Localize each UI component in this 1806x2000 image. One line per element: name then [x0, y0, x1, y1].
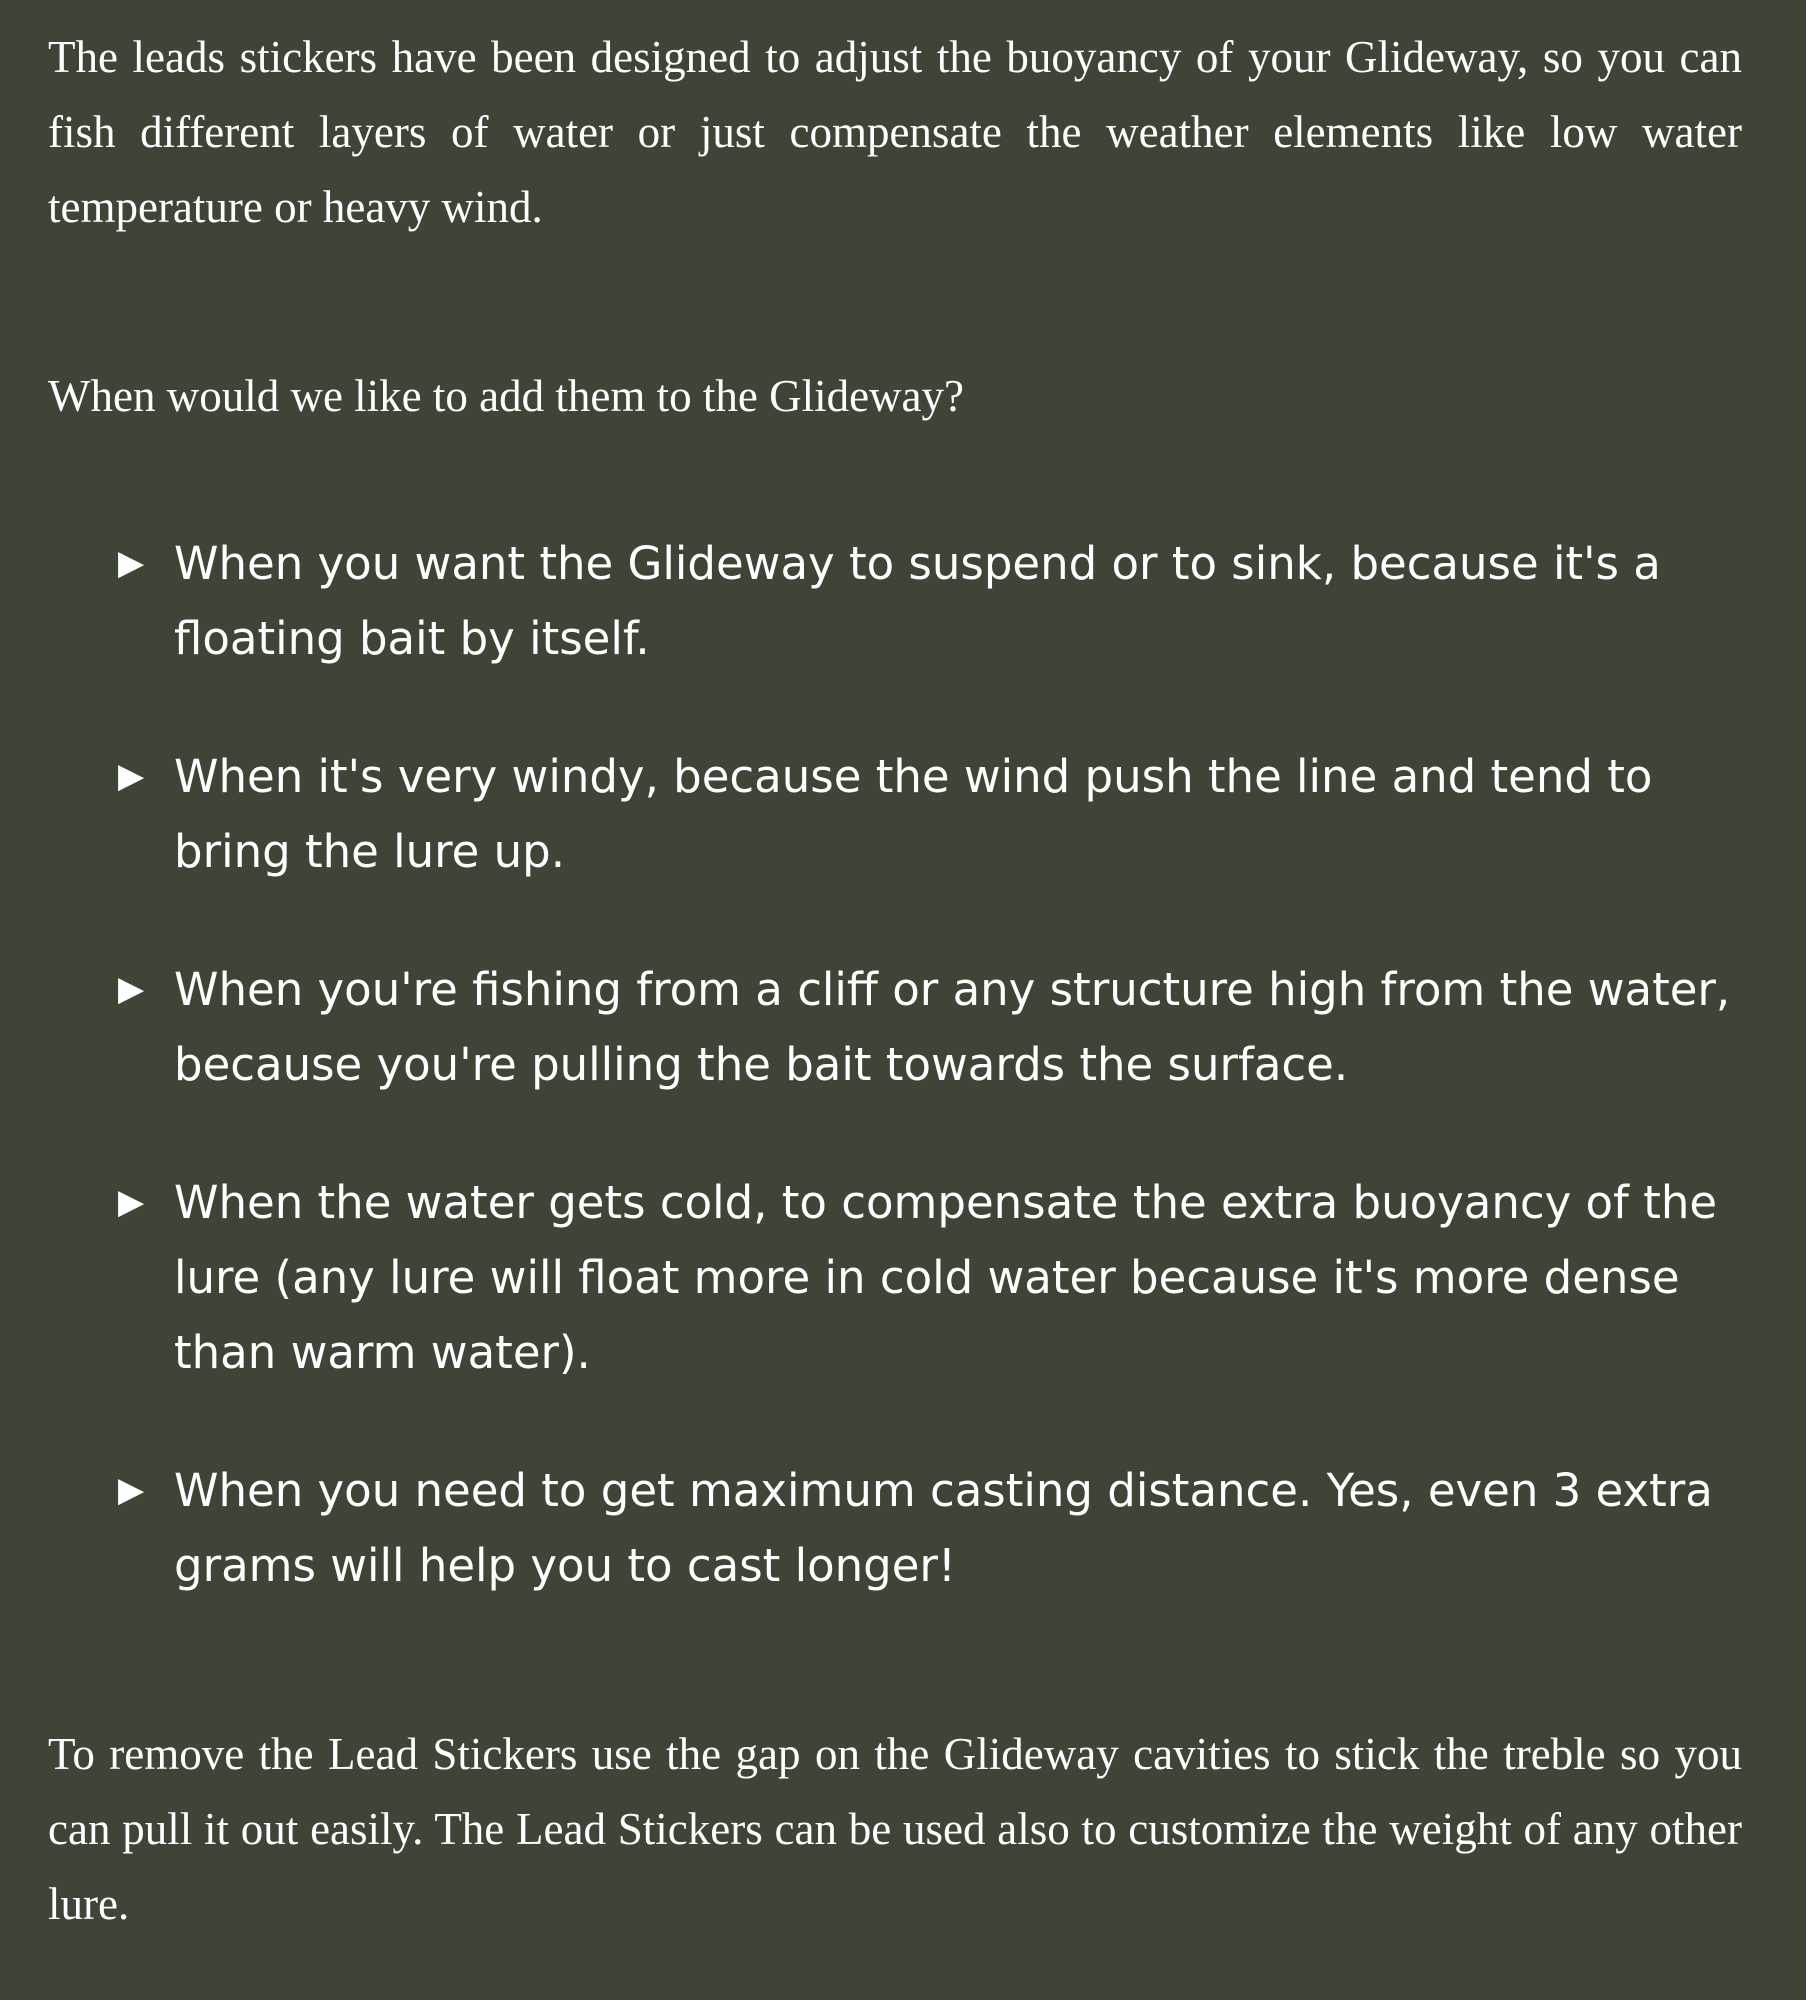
list-item-text: When you're fishing from a cliff or any structure high from the water, because you're pulling the bait towards the surface.	[174, 963, 1731, 1091]
list-item-text: When it's very windy, because the wind push the line and tend to bring the lure up.	[174, 750, 1653, 878]
triangle-bullet-icon: ▶	[118, 969, 145, 1009]
list-item-text: When you want the Glideway to suspend or to sink, because it's a floating bait by itself.	[174, 537, 1661, 665]
closing-paragraph: To remove the Lead Stickers use the gap on the Glideway cavities to stick the treble so you can pull it out easily. The Lead Stickers can be used also to customize the weight of any other lure.	[48, 1729, 1742, 1929]
list-item	[48, 526, 1764, 676]
article-body	[48, 20, 1742, 1942]
list-item	[48, 1165, 1764, 1390]
triangle-bullet-icon: ▶	[118, 1182, 145, 1222]
question-paragraph: When would we like to add them to the Glideway?	[48, 371, 964, 421]
list-item	[48, 739, 1764, 889]
list-item-text: When you need to get maximum casting distance. Yes, even 3 extra grams will help you to cast longer!	[174, 1464, 1713, 1592]
list-item-text: When the water gets cold, to compensate the extra buoyancy of the lure (any lure will float more in cold water because it's more dense than warm water).	[174, 1176, 1718, 1379]
intro-paragraph: The leads stickers have been designed to adjust the buoyancy of your Glideway, so you can fish different layers of water or just compensate the weather elements like low water temperature or heavy wind.	[48, 32, 1742, 232]
triangle-bullet-icon: ▶	[118, 543, 145, 583]
triangle-bullet-icon: ▶	[118, 756, 145, 796]
list-item	[48, 1453, 1764, 1603]
triangle-bullet-icon: ▶	[118, 1470, 145, 1510]
list-item	[48, 952, 1764, 1102]
usage-bullet-list	[48, 526, 1742, 1603]
